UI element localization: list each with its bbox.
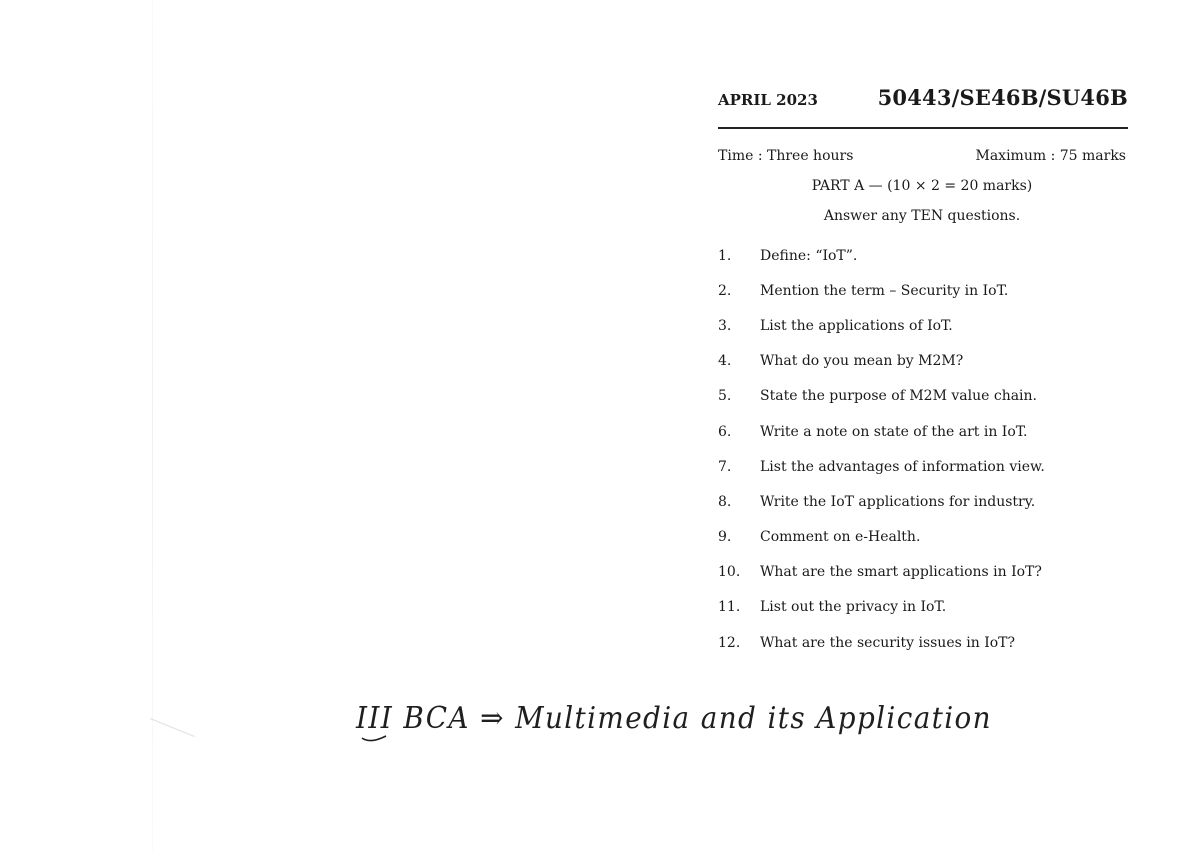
exam-time: Time : Three hours: [718, 148, 854, 164]
handwriting-svg: [352, 690, 1002, 750]
question-number: 1.: [718, 247, 732, 264]
exam-month: APRIL 2023: [718, 91, 818, 109]
question-number: 8.: [718, 493, 732, 510]
question-text: State the purpose of M2M value chain.: [760, 388, 1038, 405]
question-item: [718, 379, 1128, 414]
question-item: [718, 344, 1128, 379]
question-item: [718, 520, 1128, 555]
question-item: [718, 238, 1128, 273]
question-text: List out the privacy in IoT.: [760, 599, 947, 616]
question-item: [718, 590, 1128, 625]
question-text: What are the smart applications in IoT?: [760, 564, 1042, 581]
instruction: Answer any TEN questions.: [823, 208, 1021, 224]
question-number: 2.: [718, 282, 732, 299]
question-text: Comment on e-Health.: [760, 529, 921, 546]
part-heading: PART A — (10 × 2 = 20 marks): [811, 178, 1033, 194]
question-list: [718, 238, 1128, 660]
exam-header: [718, 85, 1128, 125]
question-text: List the advantages of information view.: [760, 458, 1045, 475]
scan-corner-mark: [150, 718, 195, 737]
question-number: 9.: [718, 529, 732, 546]
question-number: 10.: [718, 564, 741, 581]
question-number: 4.: [718, 353, 732, 370]
question-number: 6.: [718, 423, 732, 440]
question-number: 5.: [718, 388, 732, 405]
question-item: [718, 449, 1128, 484]
question-text: Define: “IoT”.: [760, 247, 858, 264]
exam-page: [718, 85, 1128, 660]
header-rule: [718, 127, 1128, 129]
question-item: [718, 484, 1128, 519]
question-text: List the applications of IoT.: [760, 317, 953, 334]
question-item: [718, 273, 1128, 308]
question-text: Mention the term – Security in IoT.: [760, 282, 1009, 299]
question-number: 12.: [718, 634, 741, 651]
question-number: 3.: [718, 317, 732, 334]
scan-edge-shadow: [152, 0, 153, 851]
question-number: 11.: [718, 599, 741, 616]
question-number: 7.: [718, 458, 732, 475]
paper-code: 50443/SE46B/SU46B: [877, 85, 1128, 110]
handwritten-note-text: III BCA ⇒ Multimedia and its Application: [355, 701, 993, 736]
handwriting-underline-stroke: [362, 736, 386, 741]
exam-max-marks: Maximum : 75 marks: [975, 148, 1126, 164]
question-item: [718, 555, 1128, 590]
question-text: Write the IoT applications for industry.: [760, 493, 1036, 510]
exam-meta: [718, 148, 1126, 164]
question-item: [718, 625, 1128, 660]
question-text: Write a note on state of the art in IoT.: [760, 423, 1028, 440]
handwritten-note: [352, 690, 1002, 750]
question-text: What are the security issues in IoT?: [760, 634, 1015, 651]
question-text: What do you mean by M2M?: [760, 353, 964, 370]
question-item: [718, 414, 1128, 449]
question-item: [718, 308, 1128, 343]
